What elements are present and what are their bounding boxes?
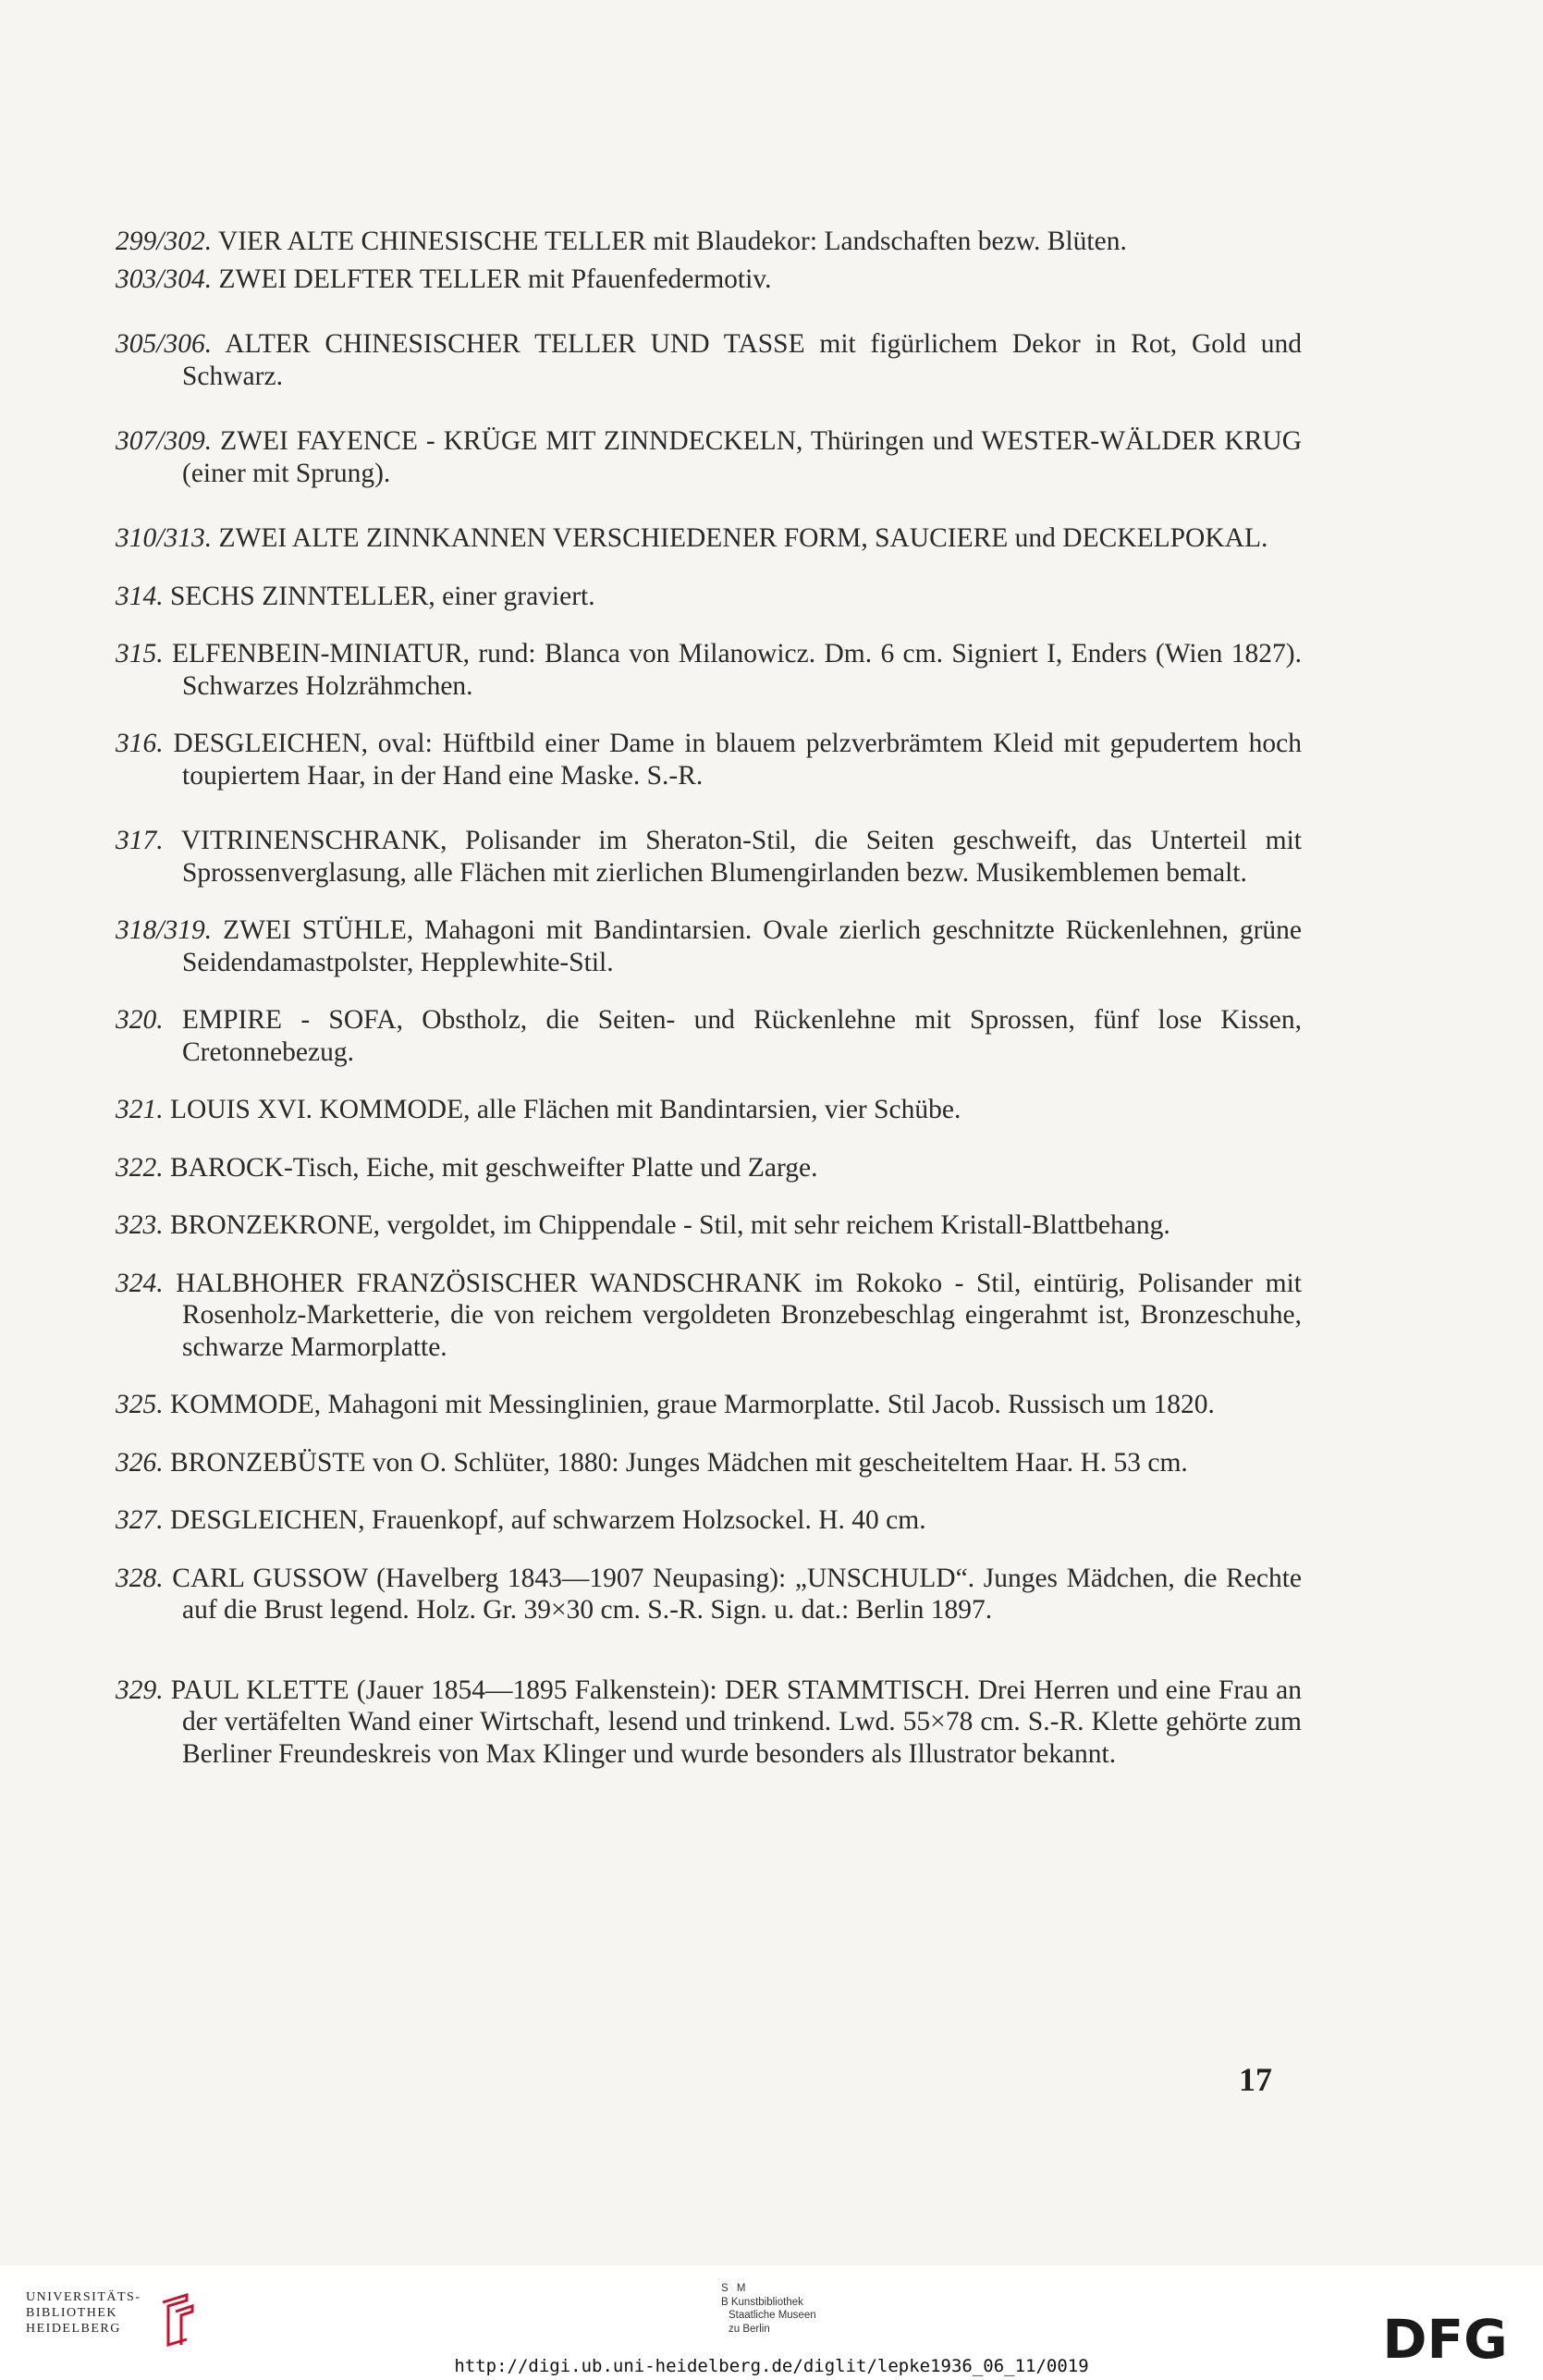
lot-number: 324.	[116, 1268, 164, 1298]
catalogue-entry	[116, 914, 1302, 978]
lot-description: DESGLEICHEN, oval: Hüftbild einer Dame in blauem pelzverbrämtem Kleid mit gepudertem hoch toupiertem Haar, in der Hand eine Maske. S.-R.	[173, 729, 1302, 791]
catalogue-entry	[116, 1094, 1302, 1126]
catalogue-entry	[116, 581, 1302, 613]
catalogue-entry	[116, 1504, 1302, 1537]
lot-description: BRONZEKRONE, vergoldet, im Chippendale - Stil, mit sehr reichem Kristall-Blattbehang.	[170, 1210, 1170, 1240]
catalogue-entry	[116, 1152, 1302, 1184]
museum-line: zu Berlin	[729, 2323, 770, 2335]
lot-description: ELFENBEIN-MINIATUR, rund: Blanca von Milanowicz. Dm. 6 cm. Signiert I, Enders (Wien 1827). Schwarzes Holzrähmchen.	[171, 639, 1302, 701]
lot-description: BRONZEBÜSTE von O. Schlüter, 1880: Junges Mädchen mit gescheiteltem Haar. H. 53 cm.	[170, 1447, 1188, 1478]
institution-line: UNIVERSITÄTS-	[26, 2290, 141, 2304]
museum-logo[interactable]	[721, 2282, 878, 2336]
catalogue-entry	[116, 425, 1302, 489]
lot-number: 317.	[116, 826, 164, 855]
catalogue-entry	[116, 1268, 1302, 1364]
lot-number: 322.	[116, 1152, 164, 1183]
institution-line: HEIDELBERG	[26, 2322, 121, 2336]
lot-description: LOUIS XVI. KOMMODE, alle Flächen mit Bandintarsien, vier Schübe.	[170, 1095, 961, 1124]
lot-number: 307/309.	[116, 426, 213, 456]
lot-description: EMPIRE - SOFA, Obstholz, die Seiten- und Rückenlehne mit Sprossen, fünf lose Kissen, Cretonnebezug.	[181, 1005, 1302, 1067]
dfg-logo-text: DFG	[1382, 2312, 1508, 2365]
digitization-footer	[0, 2265, 1543, 2380]
university-library-logo[interactable]	[26, 2289, 220, 2354]
lot-description: CARL GUSSOW (Havelberg 1843—1907 Neupasing): „UNSCHULD“. Junges Mädchen, die Rechte auf die Brust legend. Holz. Gr. 39×30 cm. S.-R. Sign. u. dat.: Berlin 1897.	[172, 1563, 1303, 1625]
catalogue-entry	[116, 1675, 1302, 1771]
lot-description: SECHS ZINNTELLER, einer graviert.	[170, 581, 595, 611]
lot-number: 303/304.	[116, 264, 213, 294]
catalogue-entry	[116, 638, 1302, 702]
page-number: 17	[1239, 2061, 1272, 2098]
lot-number: 321.	[116, 1095, 164, 1124]
lot-number: 328.	[116, 1563, 164, 1593]
catalogue-entry	[116, 264, 1302, 296]
lot-description: ZWEI STÜHLE, Mahagoni mit Bandintarsien. Ovale zierlich geschnitzte Rückenlehnen, grüne Seidendamastpolster, Hepplewhite-Stil.	[182, 915, 1303, 977]
institution-name	[26, 2289, 141, 2337]
lot-number: 329.	[116, 1675, 164, 1705]
lot-number: 325.	[116, 1390, 164, 1419]
lot-number: 327.	[116, 1505, 164, 1535]
lot-number: 316.	[116, 729, 164, 758]
museum-line: Staatliche Museen	[729, 2310, 816, 2321]
catalogue-entry	[116, 1209, 1302, 1242]
lot-number: 310/313.	[116, 523, 213, 553]
catalogue-entry	[116, 1389, 1302, 1421]
catalogue-entry	[116, 522, 1302, 555]
catalogue-entries	[116, 226, 1302, 1770]
permalink-url[interactable]: http://digi.ub.uni-heidelberg.de/diglit/lepke1936_06_11/0019	[454, 2356, 1089, 2376]
catalogue-entry	[116, 328, 1302, 392]
lot-description: HALBHOHER FRANZÖSISCHER WANDSCHRANK im Rokoko - Stil, eintürig, Polisander mit Rosenholz-Marketterie, die von reichem vergoldeten Bronzebeschlag eingerahmt ist, Bronzeschuhe, schwarze Marmorplatte.	[176, 1268, 1303, 1362]
lot-description: VITRINENSCHRANK, Polisander im Sheraton-Stil, die Seiten geschweift, das Unterteil mit Sprossenverglasung, alle Flächen mit zierlichen Blumengirlanden bezw. Musikemblemen bemalt.	[180, 826, 1303, 888]
lot-description: VIER ALTE CHINESISCHE TELLER mit Blaudekor: Landschaften bezw. Blüten.	[217, 227, 1127, 256]
catalogue-entry	[116, 1563, 1302, 1626]
catalogue-entry	[116, 825, 1302, 889]
heidelberg-emblem-icon	[155, 2289, 220, 2354]
catalogue-entry	[116, 728, 1302, 791]
lot-description: BAROCK-Tisch, Eiche, mit geschweifter Platte und Zarge.	[170, 1152, 818, 1183]
lot-number: 299/302.	[116, 227, 213, 256]
lot-description: ZWEI ALTE ZINNKANNEN VERSCHIEDENER FORM, SAUCIERE und DECKELPOKAL.	[218, 523, 1268, 553]
museum-line: B Kunstbibliothek	[721, 2296, 803, 2308]
lot-description: DESGLEICHEN, Frauenkopf, auf schwarzem Holzsockel. H. 40 cm.	[170, 1505, 926, 1535]
lot-description: ZWEI FAYENCE - KRÜGE MIT ZINNDECKELN, Thüringen und WESTER-WÄLDER KRUG (einer mit Sprung).	[182, 426, 1302, 488]
museum-monogram: S M	[721, 2283, 749, 2294]
lot-number: 314.	[116, 581, 164, 611]
lot-number: 320.	[116, 1005, 164, 1035]
lot-number: 315.	[116, 639, 164, 669]
catalogue-entry	[116, 1447, 1302, 1479]
lot-number: 318/319.	[116, 915, 213, 945]
lot-description: ZWEI DELFTER TELLER mit Pfauenfedermotiv.	[218, 264, 772, 294]
lot-number: 305/306.	[116, 329, 213, 359]
catalogue-entry	[116, 226, 1302, 258]
lot-description: ALTER CHINESISCHER TELLER UND TASSE mit figürlichem Dekor in Rot, Gold und Schwarz.	[182, 329, 1303, 391]
institution-line: BIBLIOTHEK	[26, 2306, 117, 2320]
lot-number: 323.	[116, 1210, 164, 1240]
lot-description: PAUL KLETTE (Jauer 1854—1895 Falkenstein): DER STAMMTISCH. Drei Herren und eine Frau an der vertäfelten Wand einer Wirtschaft, lesend und trinkend. Lwd. 55×78 cm. S.-R. Klette gehörte zum Berliner Freundeskreis von Max Klinger und wurde besonders als Illustrator bekannt.	[170, 1675, 1303, 1769]
lot-number: 326.	[116, 1447, 164, 1478]
catalogue-entry	[116, 1004, 1302, 1068]
lot-description: KOMMODE, Mahagoni mit Messinglinien, graue Marmorplatte. Stil Jacob. Russisch um 1820.	[170, 1390, 1215, 1419]
